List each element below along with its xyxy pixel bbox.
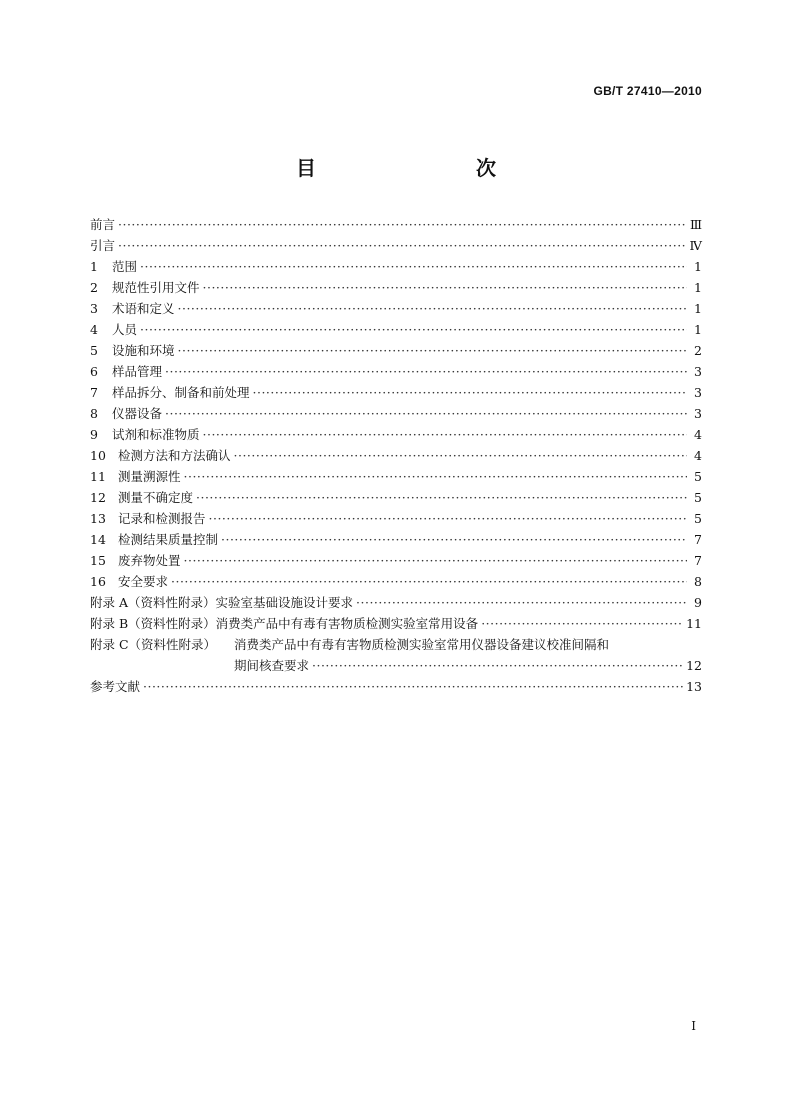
toc-entry-label: 测量溯源性 bbox=[118, 469, 181, 484]
toc-entry-number: 9 bbox=[90, 427, 98, 442]
toc-entry-appendix-c-continued[interactable] bbox=[90, 655, 702, 676]
toc-entry-5[interactable] bbox=[90, 340, 702, 361]
toc-page-number: Ⅳ bbox=[689, 238, 702, 253]
toc-entry-number: 16 bbox=[90, 574, 106, 589]
toc-entry-11[interactable] bbox=[90, 466, 702, 487]
toc-page-number: 1 bbox=[694, 280, 702, 295]
toc-entry-label: 检测结果质量控制 bbox=[118, 532, 219, 547]
toc-page-number: 7 bbox=[694, 532, 702, 547]
toc-leader-dots bbox=[165, 361, 687, 382]
toc-page-number: 1 bbox=[694, 322, 702, 337]
toc-entry-12[interactable] bbox=[90, 487, 702, 508]
toc-leader-dots bbox=[184, 550, 687, 571]
toc-entry-3[interactable] bbox=[90, 298, 702, 319]
toc-leader-dots bbox=[184, 466, 687, 487]
toc-entry-14[interactable] bbox=[90, 529, 702, 550]
toc-leader-dots bbox=[143, 676, 683, 697]
toc-leader-dots bbox=[196, 487, 687, 508]
toc-entry-label: 仪器设备 bbox=[112, 406, 163, 421]
toc-entry-foreword[interactable] bbox=[90, 214, 702, 235]
toc-entry-label: 安全要求 bbox=[118, 574, 169, 589]
toc-entry-4[interactable] bbox=[90, 319, 702, 340]
toc-leader-dots bbox=[481, 613, 683, 634]
toc-entry-10[interactable] bbox=[90, 445, 702, 466]
toc-leader-dots bbox=[171, 571, 687, 592]
toc-leader-dots bbox=[118, 235, 686, 256]
toc-entry-label: 样品拆分、制备和前处理 bbox=[112, 385, 250, 400]
toc-entry-label: 废弃物处置 bbox=[118, 553, 181, 568]
toc-entry-references[interactable] bbox=[90, 676, 702, 697]
toc-page-number: 8 bbox=[694, 574, 702, 589]
toc-entry-number: 7 bbox=[90, 385, 98, 400]
toc-entry-1[interactable] bbox=[90, 256, 702, 277]
toc-entry-15[interactable] bbox=[90, 550, 702, 571]
toc-leader-dots bbox=[140, 319, 687, 340]
appendix-prefix: 附录 A（资料性附录） bbox=[90, 595, 216, 610]
toc-leader-dots bbox=[203, 277, 687, 298]
toc-entry-label: 测量不确定度 bbox=[118, 490, 194, 505]
toc-leader-dots bbox=[165, 403, 687, 424]
toc-entry-number: 5 bbox=[90, 343, 98, 358]
toc-entry-number: 1 bbox=[90, 259, 98, 274]
toc-entry-9[interactable] bbox=[90, 424, 702, 445]
toc-entry-7[interactable] bbox=[90, 382, 702, 403]
toc-entry-label: 样品管理 bbox=[112, 364, 163, 379]
page-title: 目 次 bbox=[296, 156, 536, 180]
toc-entry-label: 前言 bbox=[90, 217, 116, 232]
toc-page-number: 1 bbox=[694, 259, 702, 274]
toc-leader-dots bbox=[209, 508, 687, 529]
toc-page-number: 1 bbox=[694, 301, 702, 316]
toc-leader-dots bbox=[140, 256, 687, 277]
toc-entry-number: 13 bbox=[90, 511, 106, 526]
toc-entry-label: 引言 bbox=[90, 238, 116, 253]
toc-entry-label: 范围 bbox=[112, 259, 138, 274]
toc-entry-number: 11 bbox=[90, 469, 106, 484]
toc-entry-label: 消费类产品中有毒有害物质检测实验室常用设备 bbox=[215, 616, 479, 631]
toc-entry-label: 参考文献 bbox=[90, 679, 141, 694]
toc-entry-number: 3 bbox=[90, 301, 98, 316]
toc-leader-dots bbox=[253, 382, 687, 403]
toc-entry-number: 2 bbox=[90, 280, 98, 295]
toc-entry-label: 设施和环境 bbox=[112, 343, 175, 358]
toc-entry-appendix-b[interactable] bbox=[90, 613, 702, 634]
toc-entry-2[interactable] bbox=[90, 277, 702, 298]
toc-page-number: 9 bbox=[694, 595, 702, 610]
toc-entry-label: 实验室基础设施设计要求 bbox=[215, 595, 354, 610]
toc-entry-number: 15 bbox=[90, 553, 106, 568]
toc-page-number: 3 bbox=[694, 385, 702, 400]
toc-entry-label: 试剂和标准物质 bbox=[112, 427, 200, 442]
toc-leader-dots bbox=[203, 424, 687, 445]
toc-page-number: 5 bbox=[694, 490, 702, 505]
toc-entry-label-continued: 期间核查要求 bbox=[234, 658, 310, 673]
toc-entry-13[interactable] bbox=[90, 508, 702, 529]
toc-page-number: 4 bbox=[694, 448, 702, 463]
toc-entry-8[interactable] bbox=[90, 403, 702, 424]
toc-entry-label: 消费类产品中有毒有害物质检测实验室常用仪器设备建议校准间隔和 bbox=[234, 637, 610, 652]
toc-entry-number: 12 bbox=[90, 490, 106, 505]
toc-entry-number: 10 bbox=[90, 448, 106, 463]
page-number: I bbox=[691, 1019, 696, 1033]
toc-leader-dots bbox=[312, 655, 683, 676]
toc-leader-dots bbox=[356, 592, 687, 613]
toc-leader-dots bbox=[118, 214, 687, 235]
toc-page-number: 12 bbox=[686, 658, 702, 673]
toc-entry-number: 14 bbox=[90, 532, 106, 547]
toc-entry-6[interactable] bbox=[90, 361, 702, 382]
toc-page-number: 3 bbox=[694, 406, 702, 421]
toc-entry-label: 检测方法和方法确认 bbox=[118, 448, 231, 463]
toc-page-number: 7 bbox=[694, 553, 702, 568]
toc-entry-appendix-c[interactable] bbox=[90, 634, 702, 655]
toc-leader-dots bbox=[178, 340, 687, 361]
toc-leader-dots bbox=[178, 298, 687, 319]
toc-leader-dots bbox=[221, 529, 687, 550]
standard-code: GB/T 27410—2010 bbox=[593, 84, 702, 98]
appendix-prefix: 附录 B（资料性附录） bbox=[90, 616, 216, 631]
toc-page-number: 11 bbox=[686, 616, 702, 631]
toc-entry-number: 4 bbox=[90, 322, 98, 337]
toc-entry-number: 6 bbox=[90, 364, 98, 379]
toc-entry-label: 人员 bbox=[112, 322, 138, 337]
table-of-contents bbox=[90, 214, 702, 697]
toc-page-number: 3 bbox=[694, 364, 702, 379]
toc-entry-label: 记录和检测报告 bbox=[118, 511, 206, 526]
toc-entry-introduction[interactable] bbox=[90, 235, 702, 256]
toc-page-number: 2 bbox=[694, 343, 702, 358]
toc-page-number: 5 bbox=[694, 511, 702, 526]
toc-entry-number: 8 bbox=[90, 406, 98, 421]
toc-entry-appendix-a[interactable] bbox=[90, 592, 702, 613]
toc-page-number: 5 bbox=[694, 469, 702, 484]
appendix-prefix: 附录 C（资料性附录） bbox=[90, 637, 217, 652]
toc-entry-16[interactable] bbox=[90, 571, 702, 592]
toc-page-number: Ⅲ bbox=[689, 217, 702, 232]
toc-leader-dots bbox=[234, 445, 687, 466]
toc-page-number: 4 bbox=[694, 427, 702, 442]
toc-entry-label: 规范性引用文件 bbox=[112, 280, 200, 295]
toc-page-number: 13 bbox=[686, 679, 702, 694]
toc-entry-label: 术语和定义 bbox=[112, 301, 175, 316]
